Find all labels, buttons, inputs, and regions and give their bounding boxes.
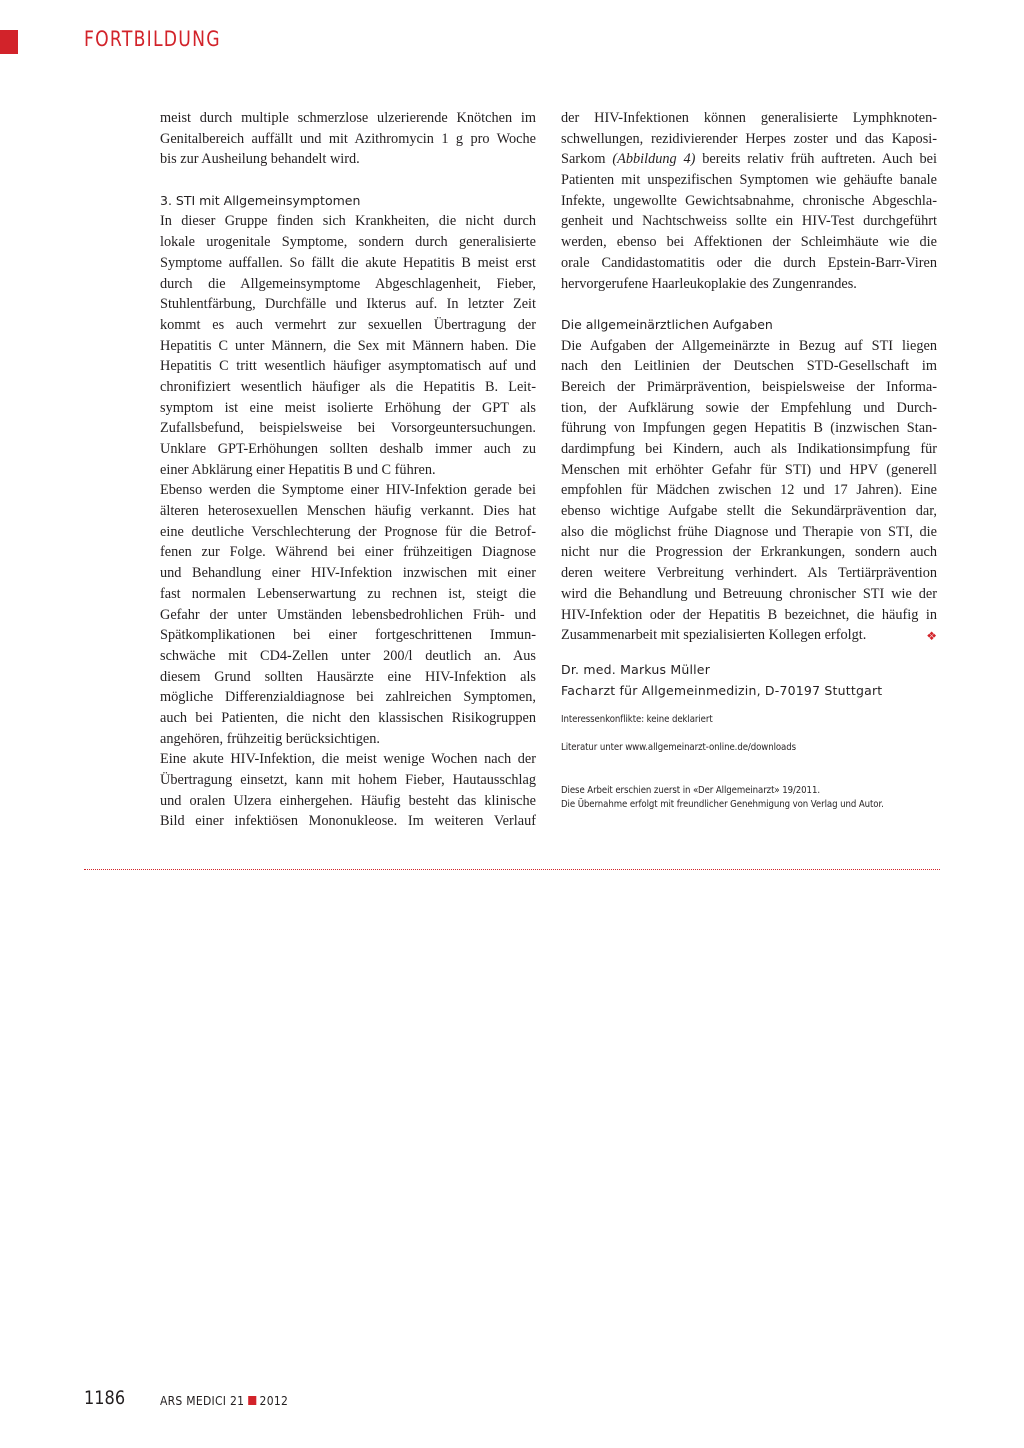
end-of-article-icon: ❖	[926, 629, 937, 644]
text-line: Menschen mit erhöhter Gefahr für STI) und HPV (generell	[561, 461, 937, 478]
text-line: HIV-Infektion oder der Hepatitis B bezeichnet, die häufig in	[561, 606, 937, 623]
text-line: angehören, frühzeitig berücksichtigen.	[160, 730, 380, 747]
source-note-line: Die Übernahme erfolgt mit freundlicher Genehmigung von Verlag und Autor.	[561, 799, 884, 811]
text-line: Hepatitis C tritt wesentlich häufiger asymptomatisch auf und	[160, 358, 536, 375]
text-line: also die möglichst frühe Diagnose und Therapie von STI, die	[561, 523, 937, 540]
right-column	[561, 108, 937, 812]
text-line: fenen zur Folge. Während bei einer frühzeitigen Diagnose	[160, 544, 536, 561]
text-line: lokale urogenitale Symptome, sondern durch generalisierte	[160, 234, 536, 251]
text-line: Übertragung einsetzt, kann mit hohem Fieber, Hautausschlag	[160, 772, 536, 788]
text-line: eine deutliche Verschlechterung der Prognose für die Betrof-	[160, 523, 536, 540]
paragraph	[561, 336, 937, 646]
text-line: einer Abklärung einer Hepatitis B und C führen.	[160, 461, 436, 478]
text-segment: Zusammenarbeit mit spezialisierten Kollegen erfolgt.	[561, 627, 867, 644]
section-heading: 3. STI mit Allgemeinsymptomen	[160, 192, 361, 208]
text-line: Genitalbereich auffällt und mit Azithromycin 1 g pro Woche	[160, 130, 536, 147]
text-line: Ebenso werden die Symptome einer HIV-Infektion gerade bei	[160, 482, 536, 499]
text-line: symptom ist eine meist isolierte Erhöhung der GPT als	[160, 399, 536, 416]
text-line: und Behandlung einer HIV-Infektion inzwischen mit einer	[160, 565, 536, 582]
text-line: Gefahr der unter Umständen lebensbedrohlichen Früh- und	[160, 606, 536, 623]
text-line: auch bei Patienten, die nicht den klassischen Risikogruppen	[160, 709, 536, 726]
text-line: der HIV-Infektionen können generalisierte Lymphknoten-	[561, 110, 937, 126]
text-line: chronifiziert wesentlich häufiger als die Hepatitis B. Leit-	[160, 378, 536, 395]
author-name: Dr. med. Markus Müller	[561, 661, 711, 677]
text-line: mögliche Differenzialdiagnose bei zahlreichen Symptomen,	[160, 689, 536, 706]
text-line: schwellungen, rezidivierender Herpes zoster und das Kaposi-	[561, 130, 937, 147]
text-line: nicht nur die Progression der Erkrankungen, sondern auch	[561, 544, 937, 561]
text-line: fast normalen Lebenserwartung zu rechnen ist, steigt die	[160, 585, 536, 602]
text-line: und oralen Ulzera einhergehen. Häufig besteht das klinische	[160, 792, 536, 809]
text-line: durch die Allgemeinsymptome Abgeschlagenheit, Fieber,	[160, 275, 536, 292]
text-line: werden, ebenso bei Affektionen der Schleimhäute wie die	[561, 234, 937, 251]
text-line	[561, 149, 937, 170]
figure-reference: (Abbildung 4)	[612, 151, 696, 168]
section-divider	[84, 869, 940, 870]
text-line: Patienten mit unspezifischen Symptomen wie gehäufte banale	[561, 172, 937, 189]
paragraph	[160, 211, 536, 480]
text-line: bis zur Ausheilung behandelt wird.	[160, 151, 360, 168]
text-line: diesem Grund sollten Hausärzte eine HIV-Infektion als	[160, 668, 536, 685]
text-line: In dieser Gruppe finden sich Krankheiten, die nicht durch	[160, 213, 536, 230]
source-note-line: Diese Arbeit erschien zuerst in «Der Allgemeinarzt» 19/2011.	[561, 785, 820, 797]
journal-name: ARS MEDICI 21	[160, 1394, 245, 1408]
text-line: führung von Impfungen gegen Hepatitis B (inzwischen Stan-	[561, 420, 937, 437]
text-line: Bereich der Primärprävention, beispielsweise der Informa-	[561, 378, 937, 395]
text-segment: bereits relativ früh auftreten. Auch bei	[695, 151, 937, 168]
text-line: ebenso wichtige Aufgabe stellt die Sekundärprävention dar,	[561, 503, 937, 520]
paragraph	[160, 108, 536, 170]
text-line: dardimpfung bei Kindern, auch als Indikationsimpfung für	[561, 441, 937, 457]
text-line: genheit und Nachtschweiss sollte ein HIV-Test durchgeführt	[561, 213, 937, 230]
text-line: meist durch multiple schmerzlose ulzerierende Knötchen im	[160, 110, 536, 126]
conflicts-note: Interessenkonflikte: keine deklariert	[561, 714, 713, 726]
text-line: Infekte, ungewollte Gewichtsabnahme, chronische Abgeschla-	[561, 192, 937, 209]
section-marker	[0, 30, 18, 54]
text-line: orale Candidastomatitis oder die durch Epstein-Barr-Viren	[561, 254, 937, 271]
text-line: Stuhlentfärbung, Durchfälle und Ikterus auf. In letzter Zeit	[160, 296, 536, 313]
author-affiliation: Facharzt für Allgemeinmedizin, D-70197 Stuttgart	[561, 682, 883, 698]
text-line: Symptome auffallen. So fällt die akute Hepatitis B meist erst	[160, 254, 536, 271]
text-line: älteren heterosexuellen Menschen häufig verkannt. Dies hat	[160, 503, 536, 520]
text-line: hervorgerufene Haarleukoplakie des Zungenrandes.	[561, 275, 857, 292]
square-icon	[248, 1396, 256, 1405]
text-line: nach den Leitlinien der Deutschen STD-Gesellschaft im	[561, 358, 937, 375]
paragraph	[561, 108, 937, 294]
text-line	[561, 625, 937, 646]
literature-note: Literatur unter www.allgemeinarzt-online.de/downloads	[561, 742, 797, 754]
text-line: tion, der Aufklärung sowie der Empfehlung und Durch-	[561, 399, 937, 416]
paragraph	[160, 480, 536, 749]
text-line: kommt es auch vermehrt zur sexuellen Übertragung der	[160, 316, 536, 333]
text-line: deren weitere Verbreitung verhindert. Als Tertiärprävention	[561, 565, 937, 582]
text-line: empfohlen für Mädchen zwischen 12 und 17 Jahren). Eine	[561, 482, 937, 499]
section-title: FORTBILDUNG	[84, 27, 221, 51]
text-line: Spätkomplikationen bei einer fortgeschrittenen Immun-	[160, 627, 536, 644]
journal-year: 2012	[259, 1394, 289, 1408]
text-line: schwäche mit CD4-Zellen unter 200/l deutlich an. Aus	[160, 647, 536, 664]
text-line: Zufallsbefund, beispielsweise bei Vorsorgeuntersuchungen.	[160, 420, 536, 437]
page-number: 1186	[84, 1387, 126, 1409]
text-line: Hepatitis C unter Männern, die Sex mit Männern haben. Die	[160, 337, 536, 354]
text-line: Unklare GPT-Erhöhungen sollten deshalb immer auch zu	[160, 441, 536, 457]
left-column	[160, 108, 536, 832]
paragraph	[160, 749, 536, 832]
text-line: Eine akute HIV-Infektion, die meist wenige Wochen nach der	[160, 751, 536, 768]
text-line: wird die Behandlung und Betreuung chronischer STI wie der	[561, 585, 937, 602]
text-segment: Sarkom	[561, 151, 613, 168]
text-line: Die Aufgaben der Allgemeinärzte in Bezug auf STI liegen	[561, 337, 937, 354]
text-line: Bild einer infektiösen Mononukleose. Im weiteren Verlauf	[160, 813, 536, 830]
journal-footer	[160, 1394, 288, 1408]
section-heading: Die allgemeinärztlichen Aufgaben	[561, 316, 773, 332]
